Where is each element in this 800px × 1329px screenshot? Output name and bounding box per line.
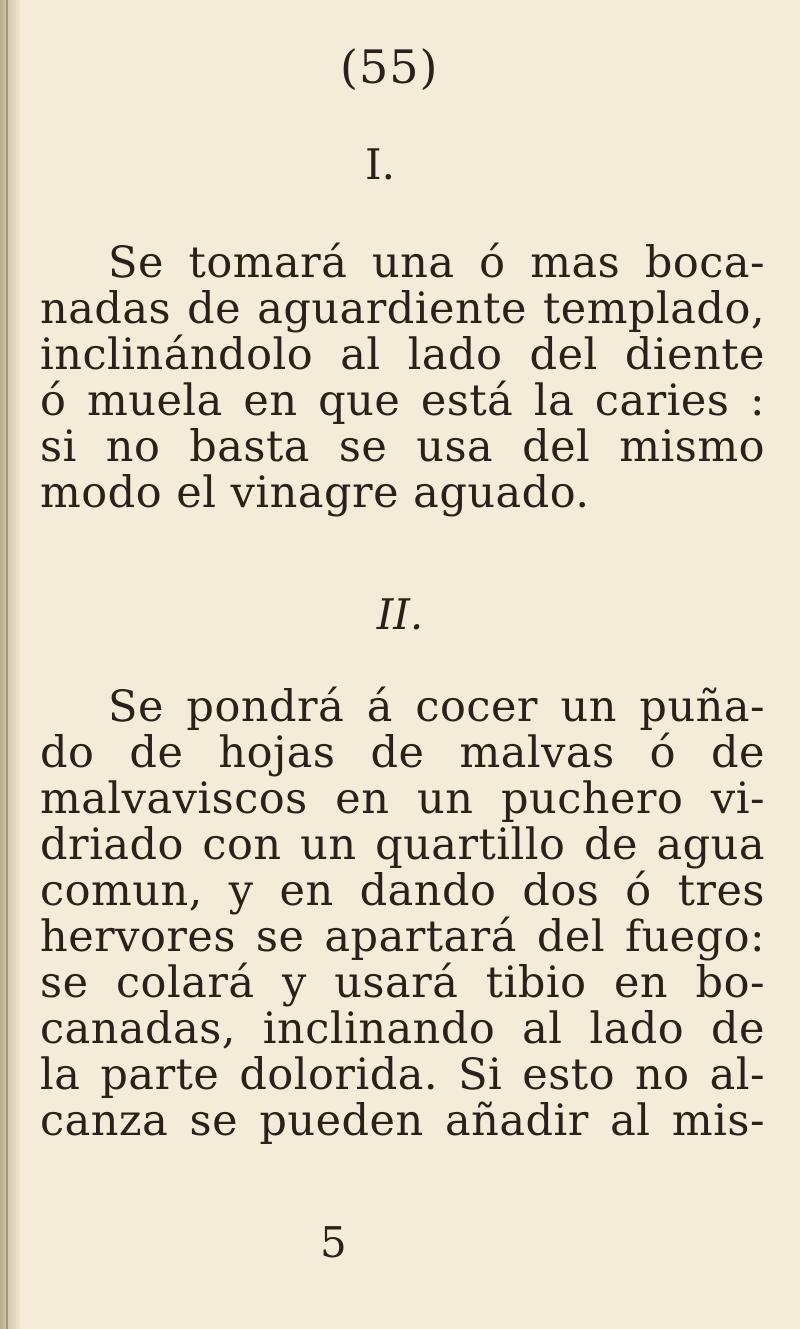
text-line: Se pondrá á cocer un puña- bbox=[108, 682, 765, 732]
text-line: comun, y en dando dos ó tres bbox=[40, 866, 765, 916]
text-line: ó muela en que está la caries : bbox=[40, 376, 765, 426]
text-line: malvaviscos en un puchero vi- bbox=[40, 774, 765, 824]
text-line: Se tomará una ó mas boca- bbox=[108, 238, 765, 288]
section-heading-1: I. bbox=[365, 140, 395, 189]
text-line: canza se pueden añadir al mis- bbox=[40, 1096, 765, 1146]
text-line: hervores se apartará del fuego: bbox=[40, 912, 765, 962]
text-line: si no basta se usa del mismo bbox=[40, 422, 765, 472]
text-line: inclinándolo al lado del diente bbox=[40, 330, 765, 380]
book-gutter bbox=[0, 0, 20, 1329]
text-line: do de hojas de malvas ó de bbox=[40, 728, 765, 778]
text-line: se colará y usará tibio en bo- bbox=[40, 958, 765, 1008]
text-line: driado con un quartillo de agua bbox=[40, 820, 765, 870]
text-line: la parte dolorida. Si esto no al- bbox=[40, 1050, 765, 1100]
paragraph-1 bbox=[40, 240, 765, 516]
text-line: nadas de aguardiente templado, bbox=[40, 284, 765, 334]
text-line: canadas, inclinando al lado de bbox=[40, 1004, 765, 1054]
signature-mark: 5 bbox=[320, 1218, 347, 1267]
text-line: modo el vinagre aguado. bbox=[40, 468, 590, 518]
page-number: (55) bbox=[340, 40, 439, 94]
section-heading-2: II. bbox=[376, 590, 424, 639]
gutter-edge bbox=[6, 0, 8, 1329]
paragraph-2 bbox=[40, 684, 765, 1144]
